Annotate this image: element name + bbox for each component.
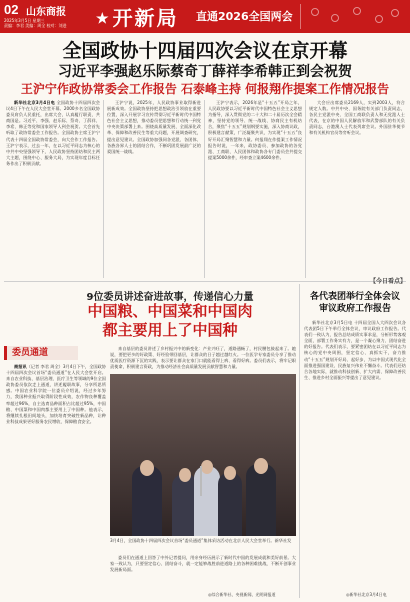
paper-name: 山东商报 <box>26 7 66 18</box>
sidebar-story <box>302 276 408 598</box>
masthead-band <box>0 0 410 33</box>
section-subtitle: 直通2026全国两会 <box>196 10 293 23</box>
news-photo <box>110 374 296 536</box>
lead-headline: 全国政协十四届四次会议在京开幕 <box>62 40 348 62</box>
column-divider <box>299 284 300 598</box>
sidebar-tag: 【今日看点】 <box>370 278 407 285</box>
feature-column-left-text: （记者 李君 周全）3月4日下午，全国政协十四届四次会议首场“委员通道”在人民大会堂开启。来自农业科技、基层治理、医疗卫生等领域的9位全国政协委员依次走上通道，讲述履职故事，分享所思所感。中国农业科学院一位委员介绍说，经过多年努力，我国种业振兴取得阶段性成效，农作物良种覆盖率超过96%，自主选育品种面积占比超过95%，中国粮、中国菜和中国肉都主要用上了中国种。他表示，将继续扎根田间地头，加快培育突破性新品种，让种业科技成果更好服务农民增收、保障粮食安全。 <box>6 364 106 424</box>
masthead-date: 2025年3月5日 星期三 <box>4 18 45 23</box>
dateline: 新华社北京3月4日电 <box>14 100 56 105</box>
masthead-left <box>4 2 84 31</box>
section-label: 委员通道 <box>4 346 78 360</box>
lead-column-1-text: 全国政协十四届四次会议4日下午在人民大会堂开幕。2000多名全国政协委员肩负人民重托，出席大会，认真履行职责，共商国是。习近平、李强、赵乐际、蔡奇、丁薛祥、李希、韩正等党和国家领导人到会祝贺。大会首先听取了政协常委会工作报告。全国政协主席王沪宁代表十四届全国政协常委会，向大会作工作报告。王沪宁表示，过去一年，在以习近平同志为核心的中共中央坚强领导下，人民政协坚持团结和民主两大主题，围绕中心、服务大局，为实现年度目标任务作出了积极贡献。 <box>6 100 100 166</box>
feature-dateline: 商报讯 <box>14 364 27 369</box>
lead-subheadline-1: 习近平李强赵乐际蔡奇丁薛祥李希韩正到会祝贺 <box>58 64 352 80</box>
feature-column-right-text: 委员们在通道上回答了中外记者提问，用亲身经历展示了新时代中国的发展成就和美好前景。大家一致认为，只要坚定信心、团结奋斗，就一定能够战胜前进道路上的各种困难挑战，不断开创事业发展新局面。 <box>110 555 296 573</box>
masthead-decoration <box>300 4 404 29</box>
sidebar-body-text: 新华社北京3月5日电 十四届全国人大四次会议各代表团5日下午举行全体会议，审议政府工作报告。代表们一致认为，报告总结成绩实事求是，分析形势客观全面，部署工作务实有力，是一个凝心聚力、团结奋进的好报告。代表们表示，要紧密团结在以习近平同志为核心的党中央周围，坚定信心、真抓实干，奋力推动“十五五”规划开好局、起好步，为以中国式现代化全面推进强国建设、民族复兴伟业不懈奋斗。代表们还结合各地实际，就推动科技创新、扩大内需、保障改善民生、推进乡村全面振兴等提出了意见建议。 <box>304 320 406 380</box>
feature-credit: ◎综合新华社、央视新闻、光明网报道 <box>208 592 276 597</box>
feature-headline-1: 中国粮、中国菜和中国肉 <box>87 302 253 320</box>
column-divider <box>103 100 104 278</box>
section-logo-text: 开新局 <box>112 6 179 30</box>
feature-headline-2: 都主要用上了中国种 <box>102 321 238 339</box>
masthead-editors: 责编：李君 美编：周全 校对：刘进 <box>4 23 67 28</box>
section-logo <box>96 2 192 30</box>
feature-column-middle <box>110 346 296 372</box>
page-number: 02 <box>4 2 19 17</box>
feature-column-left <box>6 364 106 596</box>
feature-column-middle-text: 来自基层的委员讲述了乡村振兴中的新变化：产业兴旺了，道路通畅了，村民腰包鼓起来了。她说，要把更多的好政策、好经验带回基层，让群众的日子越过越红火。一位医学专家委员分享了推动优质医疗资源下沉的实践，表示要让群众在家门口就能看得上病、看得好病。委员们表示，将牢记职责使命，积极建言资政，为推动经济社会高质量发展贡献智慧和力量。 <box>110 346 296 370</box>
column-divider <box>204 100 205 278</box>
sidebar-headline-1: 各代表团举行全体会议 <box>309 292 400 302</box>
masthead-meta <box>4 18 84 28</box>
lead-column-4-text: 大会应出席委员2169人，实到2003人，符合规定人数。中共中央、国务院有关部门负责同志，各民主党派中央、全国工商联负责人和无党派人士代表，在京的中国人民解放军和武警部队的有关负责同志，台港澳人士代表列席会议。外国驻华使节和有关机构官员等旁听会议。 <box>309 100 405 136</box>
lead-column-2-text: 王沪宁说，2025年，人民政协事业取得新进展新成效。全国政协坚持把思想政治引领放在重要位置，深入开展学习宣传贯彻习近平新时代中国特色社会主义思想，推动委员把思想和行动统一到党中央决策部署上来。围绕高质量发展、全面深化改革、保障和改善民生等重大问题，开展调查研究，提出意见建议。全国政协加强同各党派、各团体、各族各界人士的团结合作，不断巩固发展最广泛的爱国统一战线。 <box>107 100 201 154</box>
lead-subheadline-2: 王沪宁作政协常委会工作报告 石泰峰主持 何报翔作提案工作情况报告 <box>20 82 390 96</box>
feature-kicker: 9位委员讲述奋进故事，传递信心力量 <box>86 292 254 303</box>
lead-column-4 <box>309 100 405 278</box>
column-divider <box>305 100 306 278</box>
sidebar-body <box>304 320 406 586</box>
lead-column-3-text: 王沪宁表示，2026年是“十五五”开局之年，人民政协要以习近平新时代中国特色社会主义思想为指导，深入贯彻党的二十大和二十届历次全会精神，坚持党的领导、统一战线、协商民主有机结合，聚焦“十五五”规划纲要实施，深入协商议政，积极建言献策，广泛凝聚共识，为实现“十五五”良好开局汇聚智慧和力量。何报翔在作提案工作情况报告时说，一年来，政协委员、参加政协的各党派、工商联、人民团体和政协各专门委员会共提交提案5000余件，经审查立案4600余件。 <box>208 100 302 160</box>
feature-column-right <box>110 555 296 589</box>
photo-caption: 3月4日，全国政协十四届四次会议首场“委员通道”集体采访活动在北京人民大会堂举行。新华社发 <box>110 538 292 543</box>
lead-column-3 <box>208 100 302 278</box>
sidebar-headline-2: 审议政府工作报告 <box>318 304 391 314</box>
star-icon: ★ <box>96 11 111 27</box>
lead-column-2 <box>107 100 201 278</box>
lead-column-1 <box>6 100 100 278</box>
sidebar-byline: ◎新华社北京3月4日电 <box>346 592 387 597</box>
